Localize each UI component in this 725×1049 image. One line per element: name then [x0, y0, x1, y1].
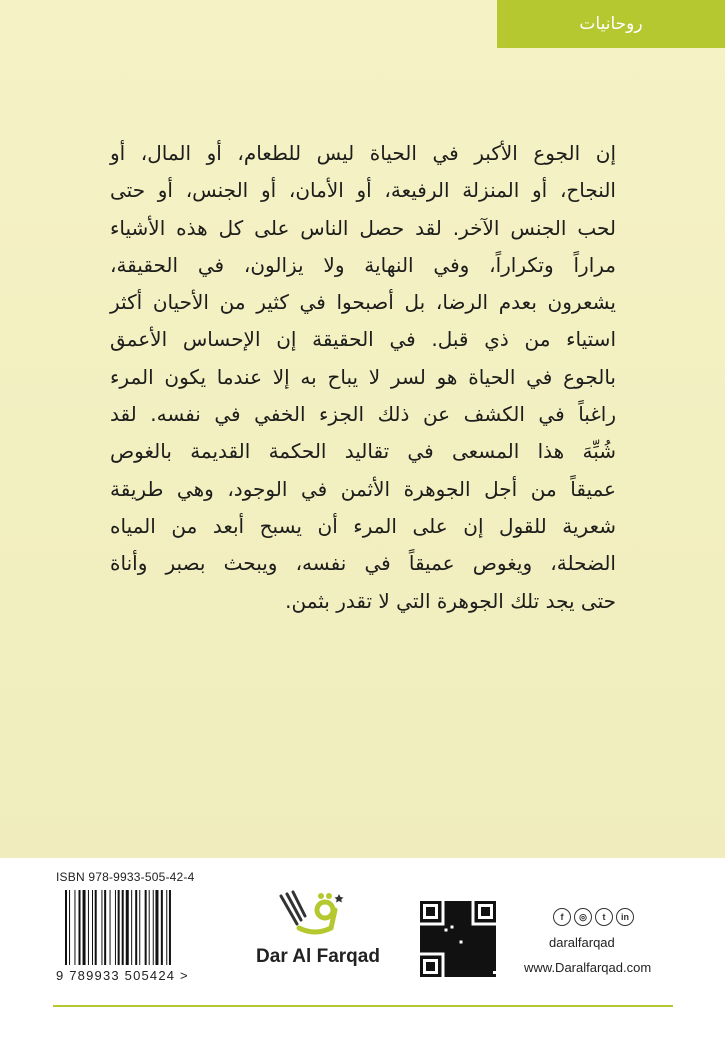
barcode-digits: 9 789933 505424 > — [56, 968, 189, 983]
isbn-label: ISBN 978-9933-505-42-4 — [56, 870, 195, 884]
social-handle: daralfarqad — [549, 935, 615, 950]
blurb-line: حتى يجد تلك الجوهرة التي لا تقدر بثمن. — [285, 588, 616, 613]
qr-code-icon — [420, 901, 496, 977]
blurb-line: شعرية للقول إن على المرء أن يسبح أبعد من المياه — [110, 513, 616, 538]
blurb-line: يشعرون بعدم الرضا، بل أصبحوا في كثير من الأحيان أكثر — [110, 290, 616, 315]
blurb-line: الضحلة، ويغوص عميقاً في نفسه، ويبحث بصبر وأناة — [110, 551, 616, 576]
category-tag: روحانيات — [497, 0, 725, 48]
blurb-line: عميقاً من أجل الجوهرة الأثمن في الوجود، وهي طريقة — [110, 476, 616, 501]
blurb-line: لحب الجنس الآخر. لقد حصل الناس على كل هذه الأشياء — [110, 215, 616, 240]
website-link[interactable]: www.Daralfarqad.com — [524, 960, 652, 975]
blurb-line: مراراً وتكراراً، وفي النهاية ولا يزالون، في الحقيقة، — [110, 252, 616, 277]
blurb-text — [110, 135, 616, 620]
barcode-icon — [65, 890, 200, 965]
blurb-line: استياء من ذي قبل. في الحقيقة إن الإحساس الأعمق — [110, 327, 616, 352]
blurb-line: شُبِّهَ هذا المسعى في تقاليد الحكمة القديمة بالغوص — [110, 439, 616, 464]
blurb-line: بالجوع في الحياة هو لسر لا يباح به إلا عندما يكون المرء — [110, 364, 616, 389]
publisher-name: Dar Al Farqad — [256, 946, 380, 967]
linkedin-icon[interactable]: in — [616, 908, 634, 926]
blurb-line: راغباً في الكشف عن ذلك الجزء الخفي في نفسه. لقد — [110, 402, 616, 427]
social-links — [553, 908, 634, 928]
facebook-icon[interactable]: f — [553, 908, 571, 926]
instagram-icon[interactable]: ◎ — [574, 908, 592, 926]
footer-panel — [0, 858, 725, 1049]
blurb-line: إن الجوع الأكبر في الحياة ليس للطعام، أو المال، أو — [110, 141, 616, 165]
publisher-logo-icon — [275, 890, 345, 940]
footer-divider — [53, 1005, 673, 1007]
twitter-icon[interactable]: t — [595, 908, 613, 926]
blurb-line: النجاح، أو المنزلة الرفيعة، أو الأمان، أو الجنس، أو حتى — [110, 178, 616, 203]
